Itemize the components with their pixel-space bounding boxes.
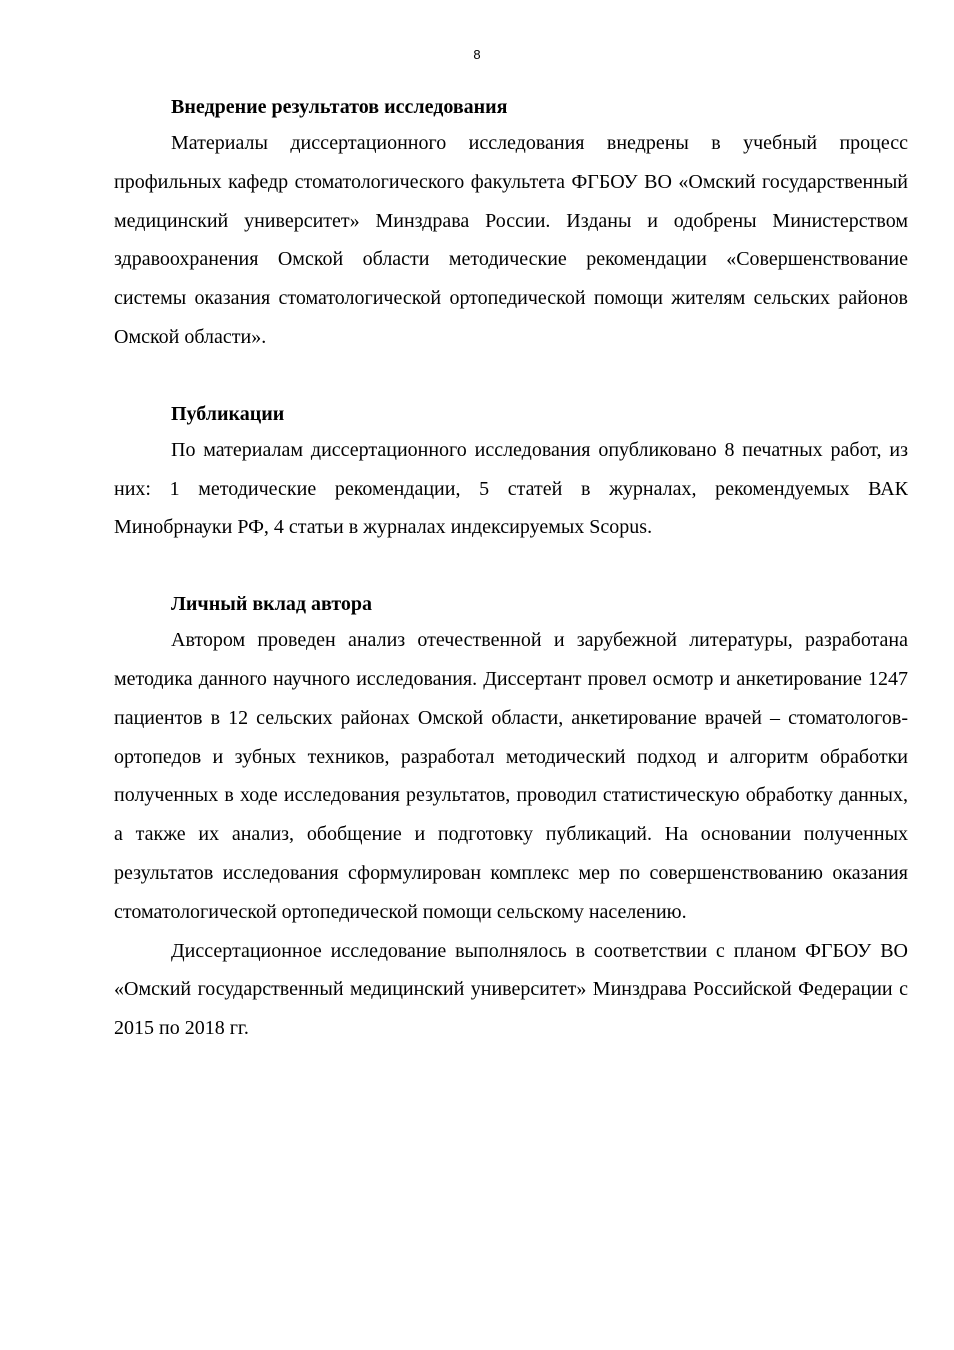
paragraph: Автором проведен анализ отечественной и зарубежной литературы, разработана методика данного научного исследования. Диссертант провел осмотр и анкетирование 1247 пациентов в 12 сельских районах Омской области, анкетирование врачей – стоматологов-ортопедов и зубных техников, разработал методический подход и алгоритм обработки полученных в ходе исследования результатов, проводил статистическую обработку данных, а также их анализ, обобщение и подготовку публикаций. На основании полученных результатов исследования сформулирован комплекс мер по совершенствованию оказания стоматологической ортопедической помощи сельскому населению. (114, 629, 908, 923)
section-spacer (114, 357, 908, 397)
section-implementation (114, 90, 908, 357)
paragraph: По материалам диссертационного исследования опубликовано 8 печатных работ, из них: 1 методические рекомендации, 5 статей в журналах, рекомендуемых ВАК Минобрнауки РФ, 4 статьи в журналах индексируемых Scopus. (114, 438, 908, 539)
section-heading: Публикации (171, 402, 285, 425)
section-heading: Внедрение результатов исследования (171, 96, 508, 118)
paragraph: Материалы диссертационного исследования внедрены в учебный процесс профильных кафедр стоматологического факультета ФГБОУ ВО «Омский государственный медицинский университет» Минздрава России. Изданы и одобрены Министерством здравоохранения Омской области методические рекомендации «Совершенствование системы оказания стоматологической ортопедической помощи жителям сельских районов Омской области». (114, 132, 908, 348)
section-publications (114, 397, 908, 547)
paragraph: Диссертационное исследование выполнялось в соответствии с планом ФГБОУ ВО «Омский государственный медицинский университет» Минздрава Российской Федерации с 2015 по 2018 гг. (114, 939, 908, 1040)
page-number: 8 (473, 47, 481, 62)
section-personal-contribution (114, 587, 908, 1048)
section-spacer (114, 547, 908, 587)
page-content (114, 90, 908, 1048)
section-heading: Личный вклад автора (171, 593, 373, 616)
